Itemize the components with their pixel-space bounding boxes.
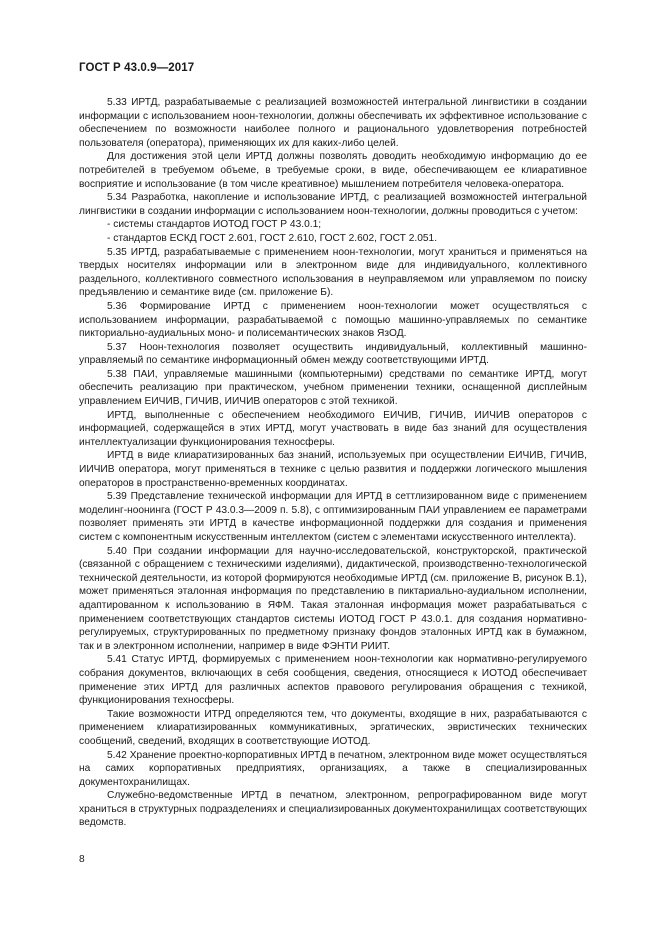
clause-5-41: 5.41 Статус ИРТД, формируемых с применением ноон-технологии как нормативно-регулируемого собрания документов, включающих в себя сообщения, сведения, относящиеся к ИОТОД обеспечивает применение этих ИРТД для различных аспектов правового регулирования обращения с техникой, функционирования техносферы. xyxy=(79,654,587,707)
list-item: - системы стандартов ИОТОД ГОСТ Р 43.0.1; xyxy=(107,219,322,231)
paragraph: ИРТД, выполненные с обеспечением необходимого ЕИЧИВ, ГИЧИВ, ИИЧИВ операторов с информацией, содержащейся в этих ИРТД, могут участвовать в виде баз знаний для осуществления интеллектуализации функционирования техносферы. xyxy=(79,409,587,448)
paragraph: Такие возможности ИТРД определяются тем, что документы, входящие в них, разрабатываются с применением клиаратизированных коммуникативных, эргатических, эвристических технических сообщений, сведений, входящих в соответствующие ИОТОД. xyxy=(79,708,587,747)
paragraph: Служебно-ведомственные ИРТД в печатном, электронном, репрографированном виде могут храниться в структурных подразделениях и специализированных документохранилищах соответствующих ведомств. xyxy=(79,790,587,829)
clause-5-36: 5.36 Формирование ИРТД с применением ноон-технологии может осуществляться с использованием информации, разрабатываемой с помощью машинно-управляемых по семантике пикториально-аудиальных моно- и полисемантических знаков ЯзОД. xyxy=(79,300,587,340)
clause-5-35: 5.35 ИРТД, разрабатываемые с применением ноон-технологии, могут храниться и применяться на твердых носителях информации или в электронном виде для индивидуального, коллективного раздельного, коллективного совместного использования в неуправляемом или управляемом по поиску предъявлению и семантике виде (см. приложение Б). xyxy=(79,246,587,299)
clause-5-34: 5.34 Разработка, накопление и использование ИРТД, с реализацией возможностей интегральной лингвистики в создании информации с использованием ноон-технологии, должны проводиться с учетом: xyxy=(79,192,587,217)
page-header-standard-code: ГОСТ Р 43.0.9—2017 xyxy=(79,62,195,74)
clause-5-37: 5.37 Ноон-технология позволяет осуществить индивидуальный, коллективный машинно-управляемый по семантике информационный обмен между соответствующими ИРТД. xyxy=(79,341,587,367)
paragraph: Для достижения этой цели ИРТД должны позволять доводить необходимую информацию до ее потребителей в требуемом объеме, в требуемые сроки, в виде, обеспечивающем ее клиаративное восприятие и использование (в том числе креативное) мышлением потребителя человека-оператора. xyxy=(79,151,587,190)
paragraph: ИРТД в виде клиаратизированных баз знаний, используемых при осуществлении ЕИЧИВ, ГИЧИВ, ИИЧИВ оператора, могут применяться в технике с целью развития и поддержки логического мышления операторов в пространственно-временных координатах. xyxy=(79,450,587,489)
clause-5-42: 5.42 Хранение проектно-корпоративных ИРТД в печатном, электронном виде может осуществляться на самих корпоративных предприятиях, организациях, а также в специализированных документохранилищах. xyxy=(79,749,587,788)
document-body xyxy=(79,96,587,830)
page-number: 8 xyxy=(79,854,85,865)
clause-5-33: 5.33 ИРТД, разрабатываемые с реализацией возможностей интегральной лингвистики в создании информации с использованием ноон-технологии, должны обеспечивать их эффективное использование с обеспечением по возможности наиболее полного и рационального удовлетворения потребностей пользователя (оператора), применяющих их для каких-либо целей. xyxy=(79,97,587,149)
list-item: - стандартов ЕСКД ГОСТ 2.601, ГОСТ 2.610, ГОСТ 2.602, ГОСТ 2.051. xyxy=(107,232,438,244)
clause-5-39: 5.39 Представление технической информации для ИРТД в сеттлизированном виде с применением моделинг-ноонинга (ГОСТ Р 43.0.3—2009 п. 5.8), с оптимизированным ПАИ управлением ее параметрами позволяет применять эти ИРТД в качестве информационной поддержки для создания и применения систем с компонентным искусственным интеллектом (систем с элементами искусственного интеллекта). xyxy=(79,491,587,543)
clause-5-38: 5.38 ПАИ, управляемые машинными (компьютерными) средствами по семантике ИРТД, могут обеспечить реализацию при практическом, учебном применении техники, оснащенной дисплейным управлением ЕИЧИВ, ГИЧИВ, ИИЧИВ операторов с этой техникой. xyxy=(79,368,587,408)
clause-5-40: 5.40 При создании информации для научно-исследовательской, конструкторской, практической (связанной с обращением с техническими изделиями), дидактической, производственно-технологической технической деятельности, из которой формируются необходимые ИРТД (см. приложение В, рисунок В.1), может применяться эталонная информация по представлению в пиктариально-аудиальном исполнении, адаптированном к использованию в ЯФМ. Такая эталонная информация может разрабатываться с применением соответствующих стандартов системы ИОТОД ГОСТ Р 43.0.1. для создания нормативно-регулируемых, структурированных по предметному признаку фондов эталонных ИРТД как в бумажном, так и в электронном исполнении, например в виде ФЭНТИ РИИТ. xyxy=(79,545,587,652)
